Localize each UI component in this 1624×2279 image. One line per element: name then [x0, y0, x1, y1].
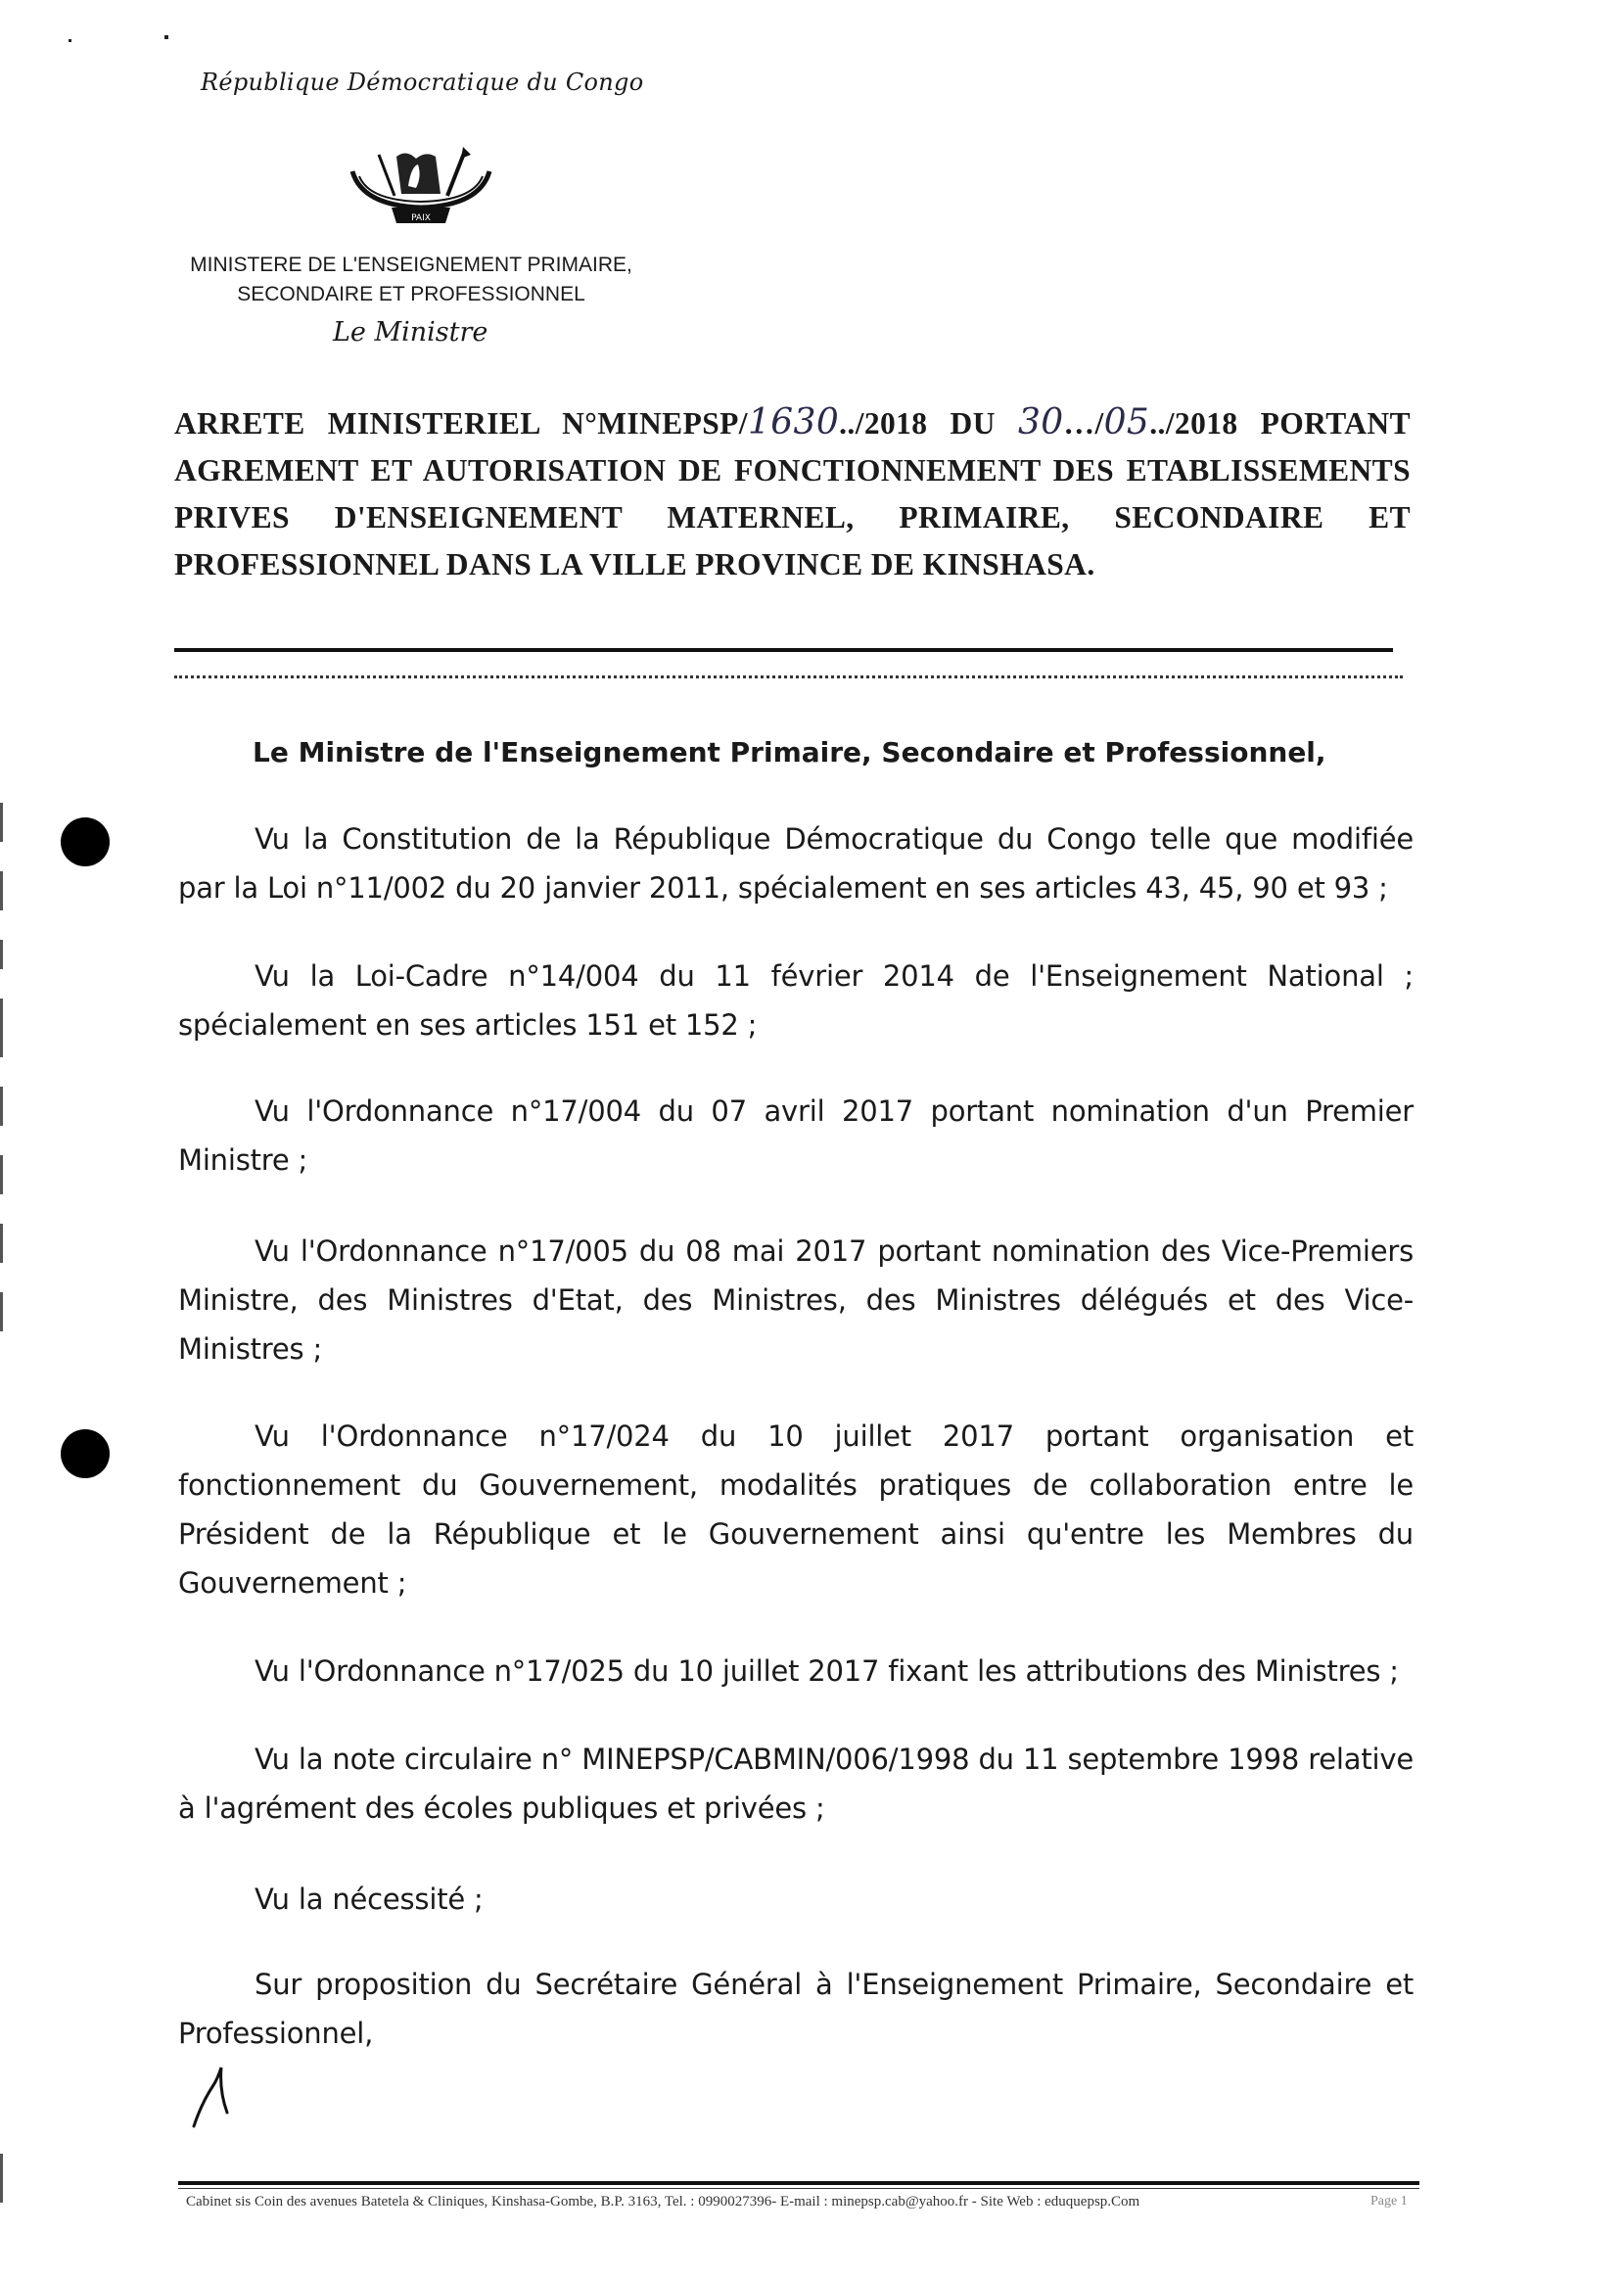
handwritten-initial — [188, 2056, 237, 2134]
punch-hole — [61, 817, 110, 866]
decree-title — [174, 399, 1411, 588]
title-underline — [174, 648, 1393, 652]
minister-heading: Le Ministre de l'Enseignement Primaire, Secondaire et Professionnel, — [253, 736, 1326, 768]
considerant-paragraph: Vu la Loi-Cadre n°14/004 du 11 février 2014 de l'Enseignement National ; spécialement en ses articles 151 et 152 ; — [178, 959, 1414, 1042]
title-part-1: ARRETE MINISTERIEL N°MINEPSP/ — [174, 406, 748, 441]
handwritten-decree-number: 1630 — [747, 402, 840, 442]
scan-speck — [164, 35, 168, 39]
scan-edge-mark — [0, 1087, 3, 1126]
ministry-line-2: SECONDAIRE ET PROFESSIONNEL — [237, 283, 585, 305]
svg-text:PAIX: PAIX — [411, 213, 431, 223]
scan-edge-mark — [0, 940, 3, 969]
ministry-name — [137, 251, 685, 309]
scan-edge-mark — [0, 1292, 3, 1331]
punch-hole — [61, 1429, 110, 1478]
title-separator: …/ — [1063, 406, 1104, 441]
coat-of-arms-emblem — [348, 147, 494, 230]
scan-edge-mark — [0, 871, 3, 910]
ministry-line-1: MINISTERE DE L'ENSEIGNEMENT PRIMAIRE, — [190, 254, 632, 276]
considerant-paragraph: Vu l'Ordonnance n°17/024 du 10 juillet 2017 portant organisation et fonctionnement du Gouvernement, modalités pratiques de collaboration entre le Président de la République et le Gouvernement ainsi qu'entre les Membres du Gouvernement ; — [178, 1419, 1414, 1600]
dotted-separator — [174, 675, 1403, 678]
scan-edge-mark — [0, 1224, 3, 1263]
scan-speck — [69, 39, 71, 42]
republic-name: République Démocratique du Congo — [201, 69, 644, 96]
le-ministre-label: Le Ministre — [333, 317, 488, 348]
title-part-3: ../2018 PORTANT AGREMENT ET AUTORISATION DE FONCTIONNEMENT DES ETABLISSEMENTS PRIVES D'ENSEIGNEMENT MATERNEL, PRIMAIRE, SECONDAIRE ET PROFESSIONNEL DANS LA VILLE PROVINCE DE KINSHASA. — [174, 406, 1411, 581]
considerant-paragraph: Vu la Constitution de la République Démocratique du Congo telle que modifiée par la Loi n°11/002 du 20 janvier 2011, spécialement en ses articles 43, 45, 90 et 93 ; — [178, 822, 1414, 905]
scan-edge-mark — [0, 2154, 3, 2203]
scan-edge-mark — [0, 999, 3, 1057]
considerant-paragraph: Vu l'Ordonnance n°17/025 du 10 juillet 2017 fixant les attributions des Ministres ; — [255, 1654, 1399, 1688]
proposition-paragraph: Sur proposition du Secrétaire Général à l'Enseignement Primaire, Secondaire et Professionnel, — [178, 1968, 1414, 2050]
scan-edge-mark — [0, 1155, 3, 1194]
considerant-paragraph: Vu la nécessité ; — [255, 1883, 484, 1916]
footer-rule — [178, 2181, 1419, 2185]
handwritten-month: 05 — [1103, 402, 1150, 442]
footer-address: Cabinet sis Coin des avenues Batetela & Cliniques, Kinshasa-Gombe, B.P. 3163, Tel. : 0990027396- E-mail : minepsp.cab@yahoo.fr - Site Web : eduquepsp.Com — [186, 2194, 1140, 2209]
footer-rule-thin — [178, 2188, 1419, 2189]
page-number: Page 1 — [1370, 2194, 1408, 2209]
considerant-paragraph: Vu la note circulaire n° MINEPSP/CABMIN/006/1998 du 11 septembre 1998 relative à l'agrément des écoles publiques et privées ; — [178, 1743, 1414, 1825]
title-part-2: ../2018 DU — [839, 406, 1018, 441]
scan-edge-mark — [0, 803, 3, 842]
handwritten-day: 30 — [1017, 402, 1064, 442]
considerant-paragraph: Vu l'Ordonnance n°17/005 du 08 mai 2017 portant nomination des Vice-Premiers Ministre, des Ministres d'Etat, des Ministres, des Ministres délégués et des Vice-Ministres ; — [178, 1234, 1414, 1366]
considerant-paragraph: Vu l'Ordonnance n°17/004 du 07 avril 2017 portant nomination d'un Premier Ministre ; — [178, 1094, 1414, 1177]
